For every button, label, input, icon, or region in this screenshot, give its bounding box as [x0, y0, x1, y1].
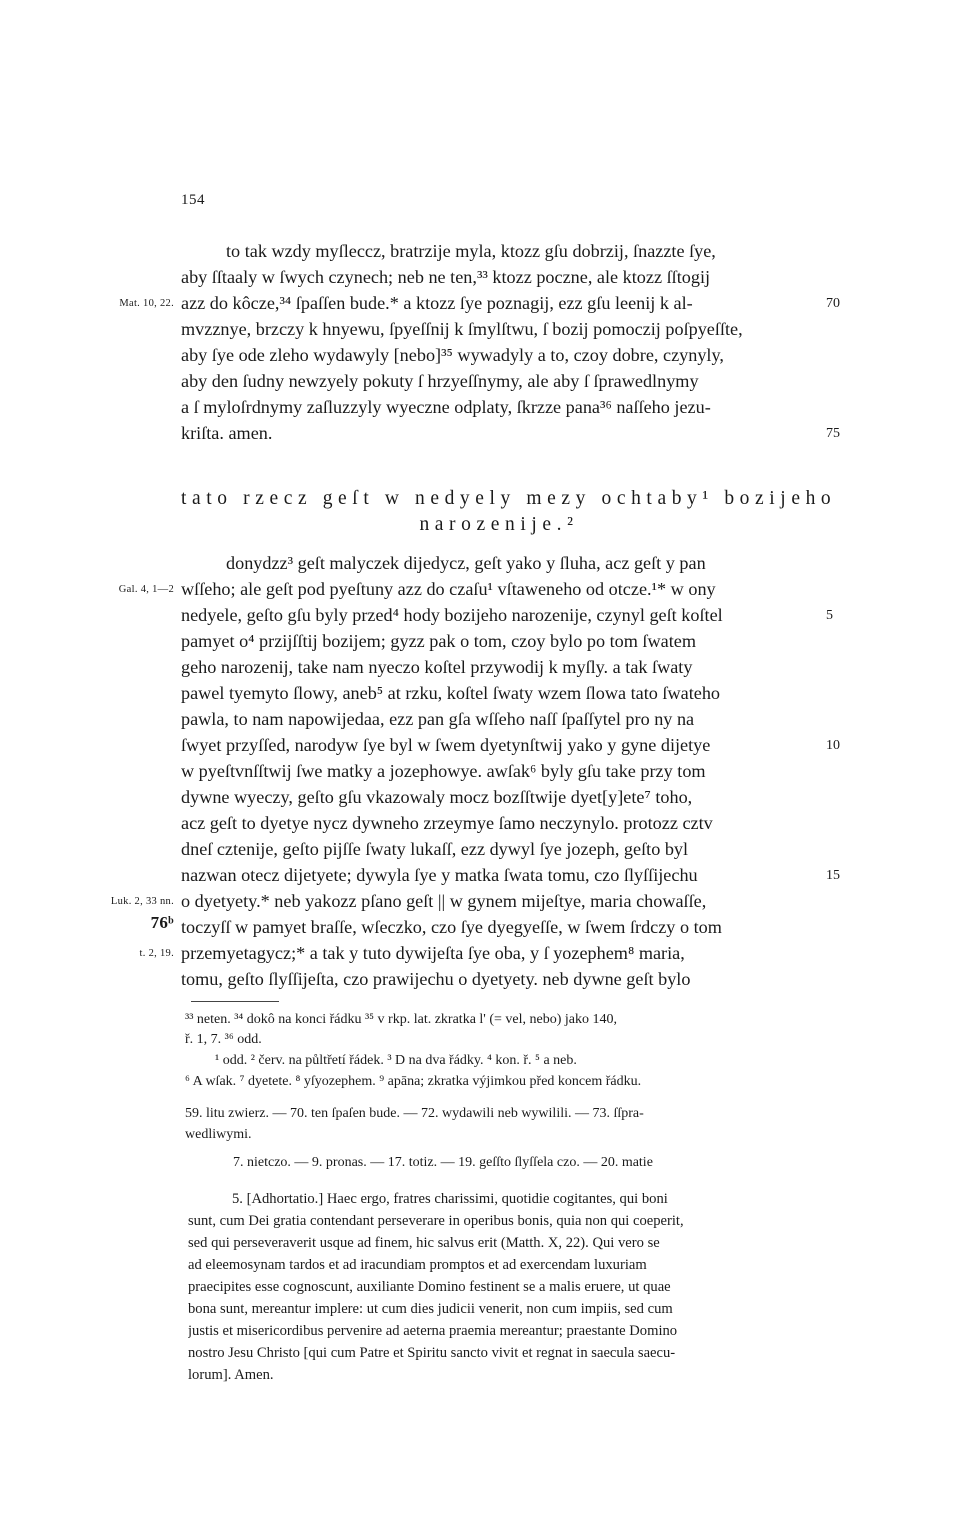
- text-line: geho narozenij, take nam nyeczo koſtel przywodij k myſly. a tak ſwaty: [181, 657, 693, 677]
- text-line: przemyetagycz;* a tak y tuto dywijeſta ſye oba, y ſ yozephem⁸ maria,: [181, 943, 685, 963]
- text-line: azz do kôcze,³⁴ ſpaſſen bude.* a ktozz ſye poznagij, ezz gſu leenij k al-: [181, 293, 693, 313]
- text-line: aby den ſudny newzyely pokuty ſ hrzyeſſnymy, ale aby ſ ſprawedlnymy: [181, 371, 699, 391]
- section-heading: tato rzecz geſt w nedyely mezy ochtaby¹ bozijeho: [181, 488, 837, 509]
- margin-reference: t. 2, 19.: [139, 948, 174, 959]
- latin-line: praecipites esse cognoscunt, auxiliante Domino festinent se a malis eruere, ut quae: [188, 1279, 671, 1295]
- latin-line: justis et misericordibus pervenire ad aeterna praemia mereantur; praestante Domino: [188, 1323, 678, 1339]
- line-number: 10: [826, 738, 840, 753]
- footnote-line: ¹ odd. ² červ. na půltřetí řádek. ³ D na dva řádky. ⁴ kon. ř. ⁵ a neb.: [215, 1053, 577, 1068]
- text-line: nazwan otecz dijetyete; dywyla ſye y matka ſwata tomu, czo ſlyſſijechu: [181, 865, 698, 885]
- variant-line: 59. litu zwierz. — 70. ten ſpaſen bude. — 72. wydawili neb wywilili. — 73. ſſpra-: [185, 1106, 644, 1121]
- text-line: pawel tyemyto ſlowy, aneb⁵ at rzku, koſtel ſwaty wzem ſlowa tato ſwateho: [181, 683, 721, 703]
- text-line: donydzz³ geſt malyczek dijedycz, geſt yako y ſluha, acz geſt y pan: [226, 553, 706, 573]
- folio-marker: 76ᵇ: [150, 913, 174, 932]
- latin-line: lorum]. Amen.: [188, 1367, 274, 1383]
- text-line: mvzznye, brzczy k hnyewu, ſpyeſſnij k ſmylſtwu, ſ bozij pomoczij poſpyeſſte,: [181, 319, 743, 339]
- text-line: tomu, geſto ſlyſſijeſta, czo prawijechu o dyetyety. neb dywne geſt bylo: [181, 969, 691, 989]
- text-line: o dyetyety.* neb yakozz pſano geſt || w gynem mijeſtye, maria chowaſſe,: [181, 891, 707, 911]
- footnote-rule: [191, 1001, 279, 1002]
- latin-line: ad eleemosynam tardos et ad iracundiam promptos et ad exercendam luxuriam: [188, 1257, 647, 1273]
- text-line: to tak wzdy myſleccz, bratrzije myla, ktozz gſu dobrzij, ſnazzte ſye,: [226, 241, 716, 261]
- variant-line: wedliwymi.: [185, 1127, 252, 1142]
- text-line: ſwyet przyſſed, narodyw ſye byl w ſwem dyetynſtwij yako y gyne dijetye: [181, 735, 711, 755]
- text-line: w pyeſtvnſſtwij ſwe matky a jozephowye. awſak⁶ byly gſu take przy tom: [181, 761, 706, 781]
- text-line: wſſeho; ale geſt pod pyeſtuny azz do czaſu¹ vſtaweneho od otcze.¹* w ony: [181, 579, 716, 599]
- latin-line: bona sunt, mereantur implere: ut cum dies judicii venerit, non cum impiis, sed cum: [188, 1301, 673, 1317]
- line-number: 75: [826, 426, 840, 441]
- margin-reference: Gal. 4, 1—2: [118, 584, 174, 595]
- margin-reference: Luk. 2, 33 nn.: [110, 896, 174, 907]
- footnote-line: ř. 1, 7. ³⁶ odd.: [185, 1032, 262, 1047]
- page-number: 154: [181, 192, 205, 208]
- line-number: 15: [826, 868, 840, 883]
- text-line: toczyſſ w pamyet braſſe, wſeczko, czo ſye dyegyeſſe, w ſwem ſrdczy o tom: [181, 917, 722, 937]
- text-line: pamyet o⁴ przijſſtij bozijem; gyzz pak o tom, czoy bylo po tom ſwatem: [181, 631, 696, 651]
- margin-reference: Mat. 10, 22.: [119, 298, 174, 309]
- text-line: pawla, to nam napowijedaa, ezz pan gſa wſſeho naſſ ſpaſſytel pro ny na: [181, 709, 695, 729]
- text-line: acz geſt to dyetye nycz dywneho zrzeymye ſamo neczynylo. protozz cztv: [181, 813, 713, 833]
- latin-line: sunt, cum Dei gratia contendant perseverare in operibus bonis, quia non qui coeperit,: [188, 1213, 684, 1229]
- latin-line: sed qui perseveraverit usque ad finem, hic salvus erit (Matth. X, 22). Qui vero se: [188, 1235, 660, 1251]
- section-heading: narozenije.²: [419, 514, 579, 535]
- line-number: 5: [826, 608, 833, 623]
- text-line: aby ſye ode zleho wydawyly [nebo]³⁵ wywadyly a to, czoy dobre, czynyly,: [181, 345, 724, 365]
- text-line: dneſ cztenije, geſto pijſſe ſwaty lukaſſ, ezz dywyl ſye jozeph, geſto byl: [181, 839, 689, 859]
- line-number: 70: [826, 296, 840, 311]
- text-line: kriſta. amen.: [181, 423, 273, 443]
- text-line: aby ſſtaaly w ſwych czynech; neb ne ten,³³ ktozz poczne, ale ktozz ſſtogij: [181, 267, 711, 287]
- footnote-line: ³³ neten. ³⁴ dokô na konci řádku ³⁵ v rkp. lat. zkratka l' (= vel, nebo) jako 140,: [185, 1012, 617, 1027]
- variant-line: 7. nietczo. — 9. pronas. — 17. totiz. — 19. geſſto ſlyſſela czo. — 20. matie: [233, 1155, 653, 1170]
- latin-line: nostro Jesu Christo [qui cum Patre et Spiritu sancto vivit et regnat in saecula saecu-: [188, 1345, 676, 1361]
- text-line: nedyele, geſto gſu byly przed⁴ hody bozijeho narozenije, czynyl geſt koſtel: [181, 605, 723, 625]
- footnote-line: ⁶ A wſak. ⁷ dyetete. ⁸ yſyozephem. ⁹ apāna; zkratka výjimkou před koncem řádku.: [185, 1074, 642, 1089]
- text-line: dywne wyeczy, geſto gſu vkazowaly mocz bozſſtwije dyet[y]ete⁷ toho,: [181, 787, 693, 807]
- latin-line: 5. [Adhortatio.] Haec ergo, fratres charissimi, quotidie cogitantes, qui boni: [232, 1191, 668, 1207]
- text-line: a ſ myloſrdnymy zaſluzzyly wyeczne odplaty, ſkrzze pana³⁶ naſſeho jezu-: [181, 397, 711, 417]
